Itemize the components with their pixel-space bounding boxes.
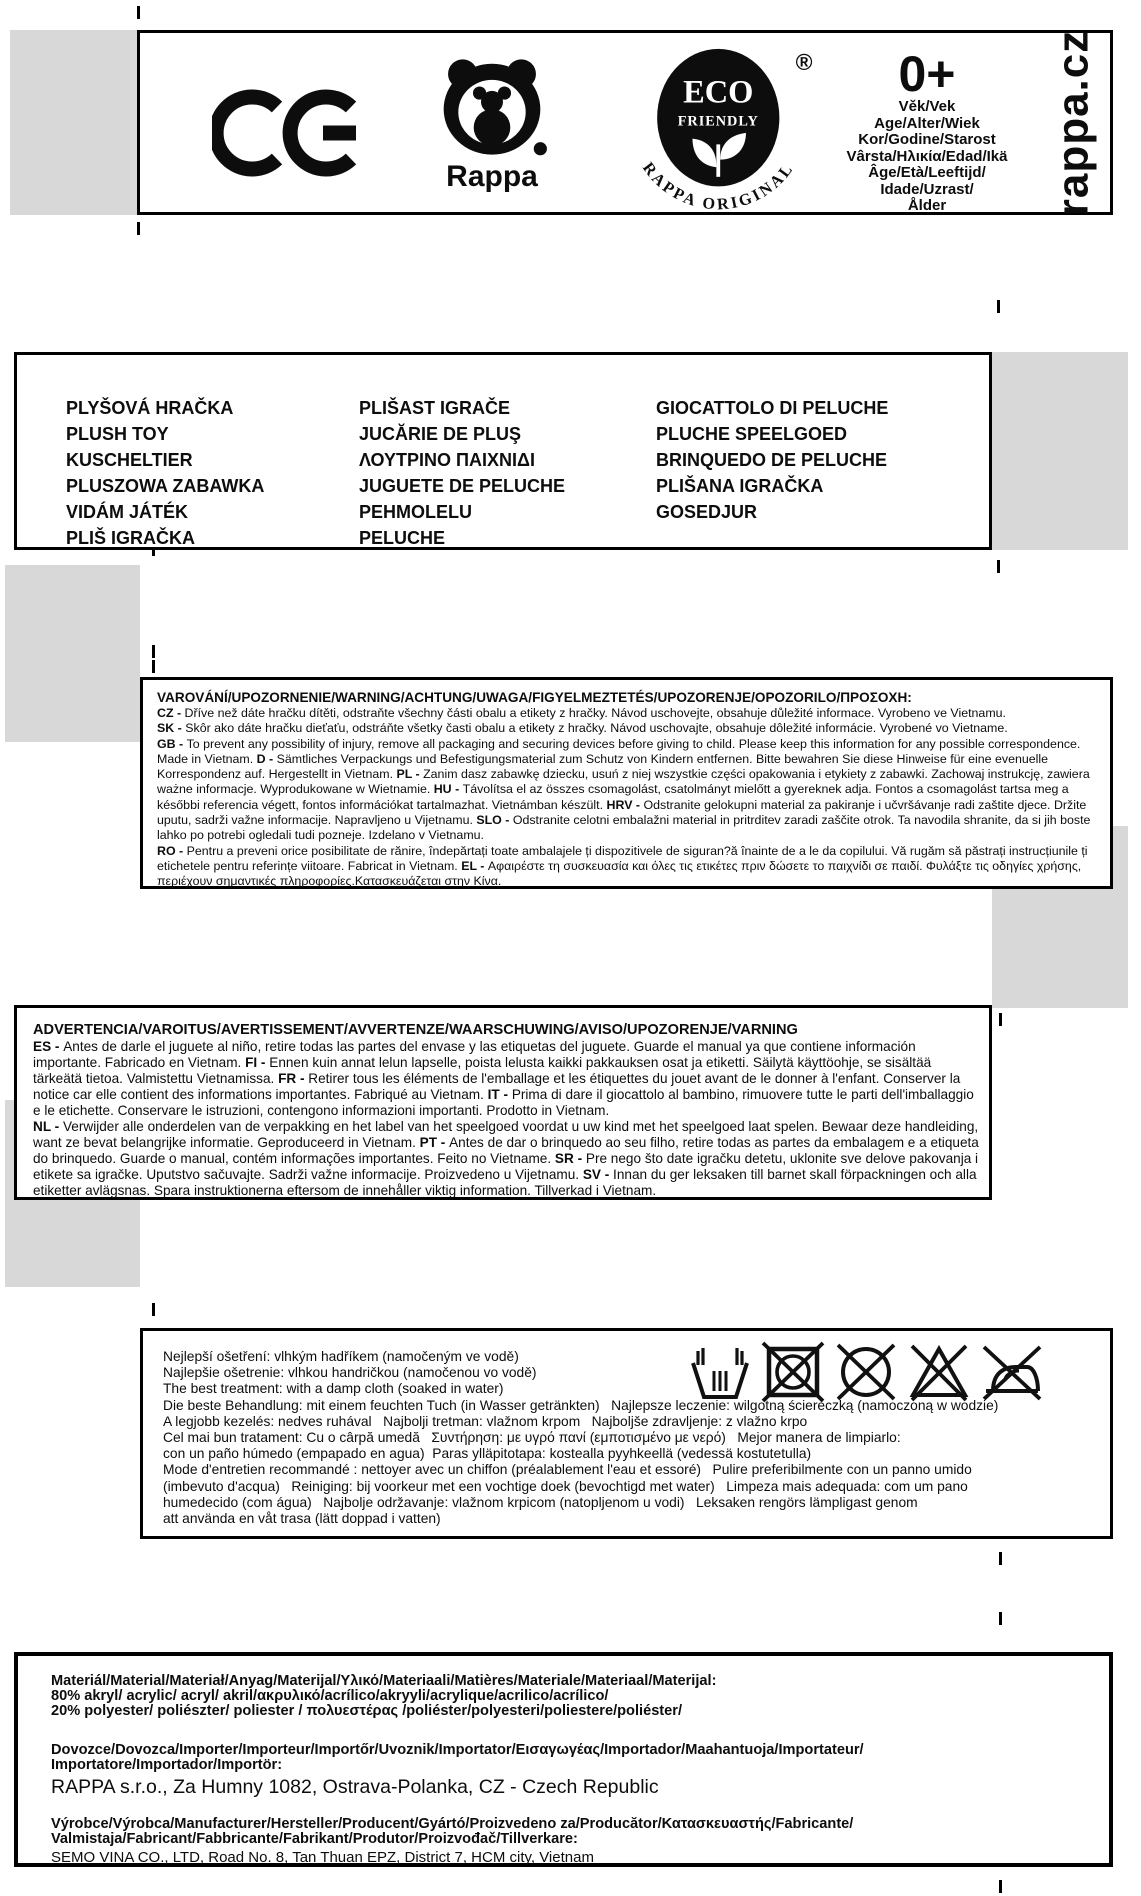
age-rating: 0+ <box>898 46 956 102</box>
paragraph: ES - Antes de darle el juguete al niño, retire todas las partes del envase y las etiquetas del juguete. Guarde el manual ya que contiene información importante. Fabricado en Vietnam. FI - Ennen kuin annat lelun lapselle, poista lelusta kaikki pakkauksen osat ja etiketti. Säilytä käyttöohje, se sisältää tärkeätä tietoa. Valmistettu Vietnamissa. FR - Retirer tous les éléments de l'emballage et les étiquettes du jouet avant de le donner à l'enfant. Conserver la notice car elle contient des informations importantes. Fabriqué au Vietnam. IT - Prima di dare il giocattolo al bambino, rimuovere tutte le parti dell'imballaggio e le etichette. Conservare le istruzioni, contengono informazioni importanti. Prodotto in Vietnam. <box>33 1039 974 1118</box>
care-instruction-line: humedecido (com água) Najbolje održavanje: vlažnom krpicom (natopljenom u vodi) Leksaken rengörs lämpligast genom <box>163 1494 918 1510</box>
age-label: Ålder <box>907 197 947 214</box>
crop-mark <box>137 6 140 19</box>
brand-website: rappa.cz <box>1048 29 1098 216</box>
product-name: PLIŠANA IGRAČKA <box>656 476 824 496</box>
care-instruction-line: con un paño húmedo (empapado en agua) Paras ylläpitotapa: kostealla pyyhkeellä (vedessä kostutetulla) <box>163 1446 812 1462</box>
age-label: Idade/Uzrast/ <box>880 180 974 198</box>
material-line: 20% polyester/ poliészter/ poliester / πολυεστέρας /poliéster/polyesteri/poliestere/poliéster/ <box>51 1703 683 1719</box>
care-instruction-line: Nejlepší ošetření: vlhkým hadříkem (namočeným ve vodě) <box>163 1349 519 1364</box>
product-name: PLUSH TOY <box>66 424 169 444</box>
age-label: Vârsta/Ηλικία/Edad/Ikä <box>846 147 1008 165</box>
handwash-icon <box>688 1341 752 1403</box>
crop-mark <box>999 1013 1002 1026</box>
product-names-col1 <box>66 395 264 551</box>
product-names-col3 <box>656 395 888 525</box>
care-instruction-line: Die beste Behandlung: mit einem feuchten Tuch (in Wasser getränkten) Najlepsze leczenie: wilgotną ściereczką (namoczoną w wodzie) <box>163 1397 999 1413</box>
product-name: PEHMOLELU <box>359 502 473 522</box>
care-instruction-line: Cel mai bun tratament: Cu o cârpă umedă Συντήρηση: με υγρό πανί (εμποτισμένο με νερό) Mejor manera de limpiarlo: <box>163 1430 901 1446</box>
crop-mark <box>152 645 155 658</box>
crop-mark <box>152 660 155 673</box>
advisory-text <box>33 1039 979 1199</box>
product-name: JUGUETE DE PELUCHE <box>359 476 566 496</box>
crop-mark <box>999 1612 1002 1625</box>
crop-mark <box>999 1880 1002 1893</box>
paragraph: GB - To prevent any possibility of injury, remove all packaging and securing devices before giving to child. Please keep this information for any possible correspondence. Made in Vietnam. D - Sämtliches Verpackungs und Befestigungsmaterial zum Schutz von Kindern entfernen. Bitte bewahren Sie diese Hinweise für eine evenuelle Korrespondenz auf. Hergestellt in Vietnam. PL - Zanim dasz zabawkę dziecku, usuń z niej wszystkie części opakowania i etykiety z zabawki. Zachowaj instrukcję, zawiera ważne informacje. Wyprodukowane w Wietnamie. HU - Távolítsa el az összes csomagolást, csatolmányt mielőtt a gyereknek adja. Fontos a csomagolást tartsa meg a későbbi referencia végett, fontos információkat tartalmazhat. Vietnámban készült. HRV - Odstranite gelokupni material za pakiranje i učvršávanje radi zaštite djece. Držite uputu, sadrži važne informacije. Napravljeno u Vijetnamu. SLO - Odstranite celotni embalažni material in pritrditev zaradi zaščite otrok. Ta navodila shranite, da si jih boste lahko po potrebi ogledali tudi pozneje. Izdelano v Vietnamu. <box>157 736 1091 843</box>
paragraph: NL - Verwijder alle onderdelen van de verpakking en het label van het speelgoed voordat u uw kind met het speelgoed laat spelen. Bewaar deze handleiding, want ze bevat belangrijke informatie. Geproduceerd in Vietnam. PT - Antes de dar o brinquedo ao seu filho, retire todas as partes da embalagem e a etiqueta do brinquedo. Guarde o manual, contém informações importantes. Feito no Vietname. SR - Pre nego što date igračku detetu, uklonite sve delove pakovanja i etikete sa igračke. Uputstvo sačuvajte. Sadrži važne informacije. Proizvedeno u Vijetnamu. SV - Innan du ger leksaken till barnet skall förpackningen och alla etiketter avlägsnas. Spara instruktionerna eftersom de innehåller viktig information. Tillverkad i Vietnam. <box>33 1119 979 1198</box>
product-name: PLUCHE SPEELGOED <box>656 424 848 444</box>
care-instruction-line: att använda en våt trasa (lätt doppad i vatten) <box>163 1511 441 1527</box>
bear-icon <box>433 55 551 159</box>
product-name: PLIŠ IGRAČKA <box>66 528 196 548</box>
warning-title: VAROVÁNÍ/UPOZORNENIE/WARNING/ACHTUNG/UWAGA/FIGYELMEZTETÉS/UPOZORENJE/OPOZORILO/ΠΡΟΣΟΧΗ: <box>157 690 912 705</box>
product-name: PLYŠOVÁ HRAČKA <box>66 398 234 418</box>
care-instruction-line: Najlepšie ošetrenie: vlhkou handričkou (namočenou vo vodě) <box>163 1365 537 1381</box>
paragraph: SK - Skôr ako dáte hračku dieťaťu, odstráňte všetky časti obalu a etikety z hračky. Návod uschovajte, obsahuje dôležité informácie. Vyrobené vo Vietname. <box>157 721 1008 736</box>
manufacturer-address: SEMO VINA CO., LTD, Road No. 8, Tan Thuan EPZ, District 7, HCM city, Vietnam <box>51 1849 594 1866</box>
material-title: Materiál/Material/Materiał/Anyag/Materijal/Υλικό/Materiaali/Matières/Materiale/Materiaal/Materijal: <box>51 1673 717 1689</box>
eco-friendly-badge <box>618 45 830 222</box>
age-block <box>832 46 1022 215</box>
product-name: PLIŠAST IGRAČE <box>359 398 511 418</box>
warning-panel <box>140 677 1113 889</box>
care-panel <box>140 1328 1113 1539</box>
manufacturer-title: Valmistaja/Fabricant/Fabbricante/Fabrikant/Produtor/Proizvođač/Tillverkare: <box>51 1831 578 1847</box>
manufacturer-title: Výrobce/Výrobca/Manufacturer/Hersteller/Producent/Gyártó/Proizvedeno za/Producător/Κατασκευαστής/Fabricante/ <box>51 1816 854 1832</box>
product-name: PELUCHE <box>359 528 446 548</box>
age-label: Âge/Età/Leeftijd/ <box>868 164 986 181</box>
importer-title: Importatore/Importador/Importör: <box>51 1757 283 1773</box>
age-label: Kor/Godine/Starost <box>858 131 996 148</box>
product-name: PLUSZOWA ZABAWKA <box>66 476 265 496</box>
advisory-title: ADVERTENCIA/VAROITUS/AVERTISSEMENT/AVVERTENZE/WAARSCHUWING/AVISO/UPOZORENJE/VARNING <box>33 1022 798 1038</box>
product-name: ΛΟΥΤΡΙΝΟ ΠΑΙΧΝΙΔΙ <box>359 450 535 470</box>
product-name: JUCĂRIE DE PLUŞ <box>359 424 522 444</box>
product-name: BRINQUEDO DE PELUCHE <box>656 450 888 470</box>
fold-tab <box>992 352 1128 550</box>
importer-title: Dovozce/Dovozca/Importer/Importeur/Importőr/Uvoznik/Importator/Εισαγωγέας/Importador/Maahantuoja/Importateur/ <box>51 1742 864 1758</box>
no-dry-clean-icon <box>834 1341 898 1403</box>
age-label: Age/Alter/Wiek <box>874 114 980 132</box>
no-tumble-dry-icon <box>761 1341 825 1403</box>
material-line: 80% akryl/ acrylic/ acryl/ akril/ακρυλικό/acrílico/akryyli/acrylique/acrilico/acrílico/ <box>51 1688 609 1704</box>
care-instruction-line: Mode d'entretien recommandé : nettoyer avec un chiffon (préalablement l'eau et essoré) Pulire preferibilmente con un panno umido <box>163 1462 972 1478</box>
advisory-panel <box>14 1005 992 1200</box>
care-symbols <box>688 1341 1044 1403</box>
info-panel <box>14 1652 1113 1867</box>
warning-text <box>157 706 1102 890</box>
eco-badge-line1: ECO <box>683 74 754 111</box>
care-instruction-line: A legjobb kezelés: nedves ruhával Najbolji tretman: vlažnom krpom Najboljše zdravljenje: z vlažno krpo <box>163 1413 808 1429</box>
crop-mark <box>152 1303 155 1316</box>
brand-logo <box>422 55 562 194</box>
header-panel <box>137 30 1113 215</box>
care-instruction-line: (imbevuto d'acqua) Reiniging: bij voorkeur met een vochtige doek (bevochtigd met water) Limpeza mais adequada: com um pano <box>163 1478 968 1494</box>
brand-wordmark: Rappa <box>446 160 538 193</box>
eco-badge-line2: FRIENDLY <box>677 113 759 130</box>
crop-mark <box>997 300 1000 313</box>
fold-tab <box>10 30 137 215</box>
product-names-panel <box>14 352 992 550</box>
age-labels <box>832 99 1022 215</box>
eco-ring-text: RAPPA ORIGINAL <box>638 159 798 214</box>
no-bleach-icon <box>907 1341 971 1403</box>
paragraph: CZ - Dříve než dáte hračku dítěti, odstraňte všechny části obalu a etikety z hračky. Návod uschovejte, obsahuje důležité informace. Vyrobeno ve Vietnamu. <box>157 706 1006 720</box>
fold-tab <box>5 565 140 742</box>
no-iron-icon <box>980 1341 1044 1403</box>
product-name: KUSCHELTIER <box>66 450 193 470</box>
crop-mark <box>137 222 140 235</box>
registered-trademark-icon: ® <box>795 48 813 75</box>
paragraph: RO - Pentru a preveni orice posibilitate de rănire, îndepărtați toate ambalajele ți dispozitivele de siguran?ă înainte de a le da copilului. Vă rugăm să păstrați instrucțiunile ți etichetele pentru referințe viitoare. Fabricat in Vietnam. EL - Αφαιρέστε τη συσκευασία και όλες τις ετικέτες πριν δώσετε το παιχνίδι σε παιδί. Φυλάξτε τις οδηγίες χρήσης, περιέχουν σημαντικές πληροφορίες.Κατασκευάζεται στην Κίνα. <box>157 843 1088 889</box>
product-name: VIDÁM JÁTÉK <box>66 502 189 522</box>
crop-mark <box>997 560 1000 573</box>
crop-mark <box>999 1552 1002 1565</box>
age-label: Věk/Vek <box>898 98 956 115</box>
product-names-col2 <box>359 395 565 551</box>
product-name: GIOCATTOLO DI PELUCHE <box>656 398 889 418</box>
care-instruction-line: The best treatment: with a damp cloth (soaked in water) <box>163 1381 504 1397</box>
ce-mark-icon <box>212 81 362 186</box>
importer-address: RAPPA s.r.o., Za Humny 1082, Ostrava-Polanka, CZ - Czech Republic <box>51 1776 659 1798</box>
product-name: GOSEDJUR <box>656 502 758 522</box>
